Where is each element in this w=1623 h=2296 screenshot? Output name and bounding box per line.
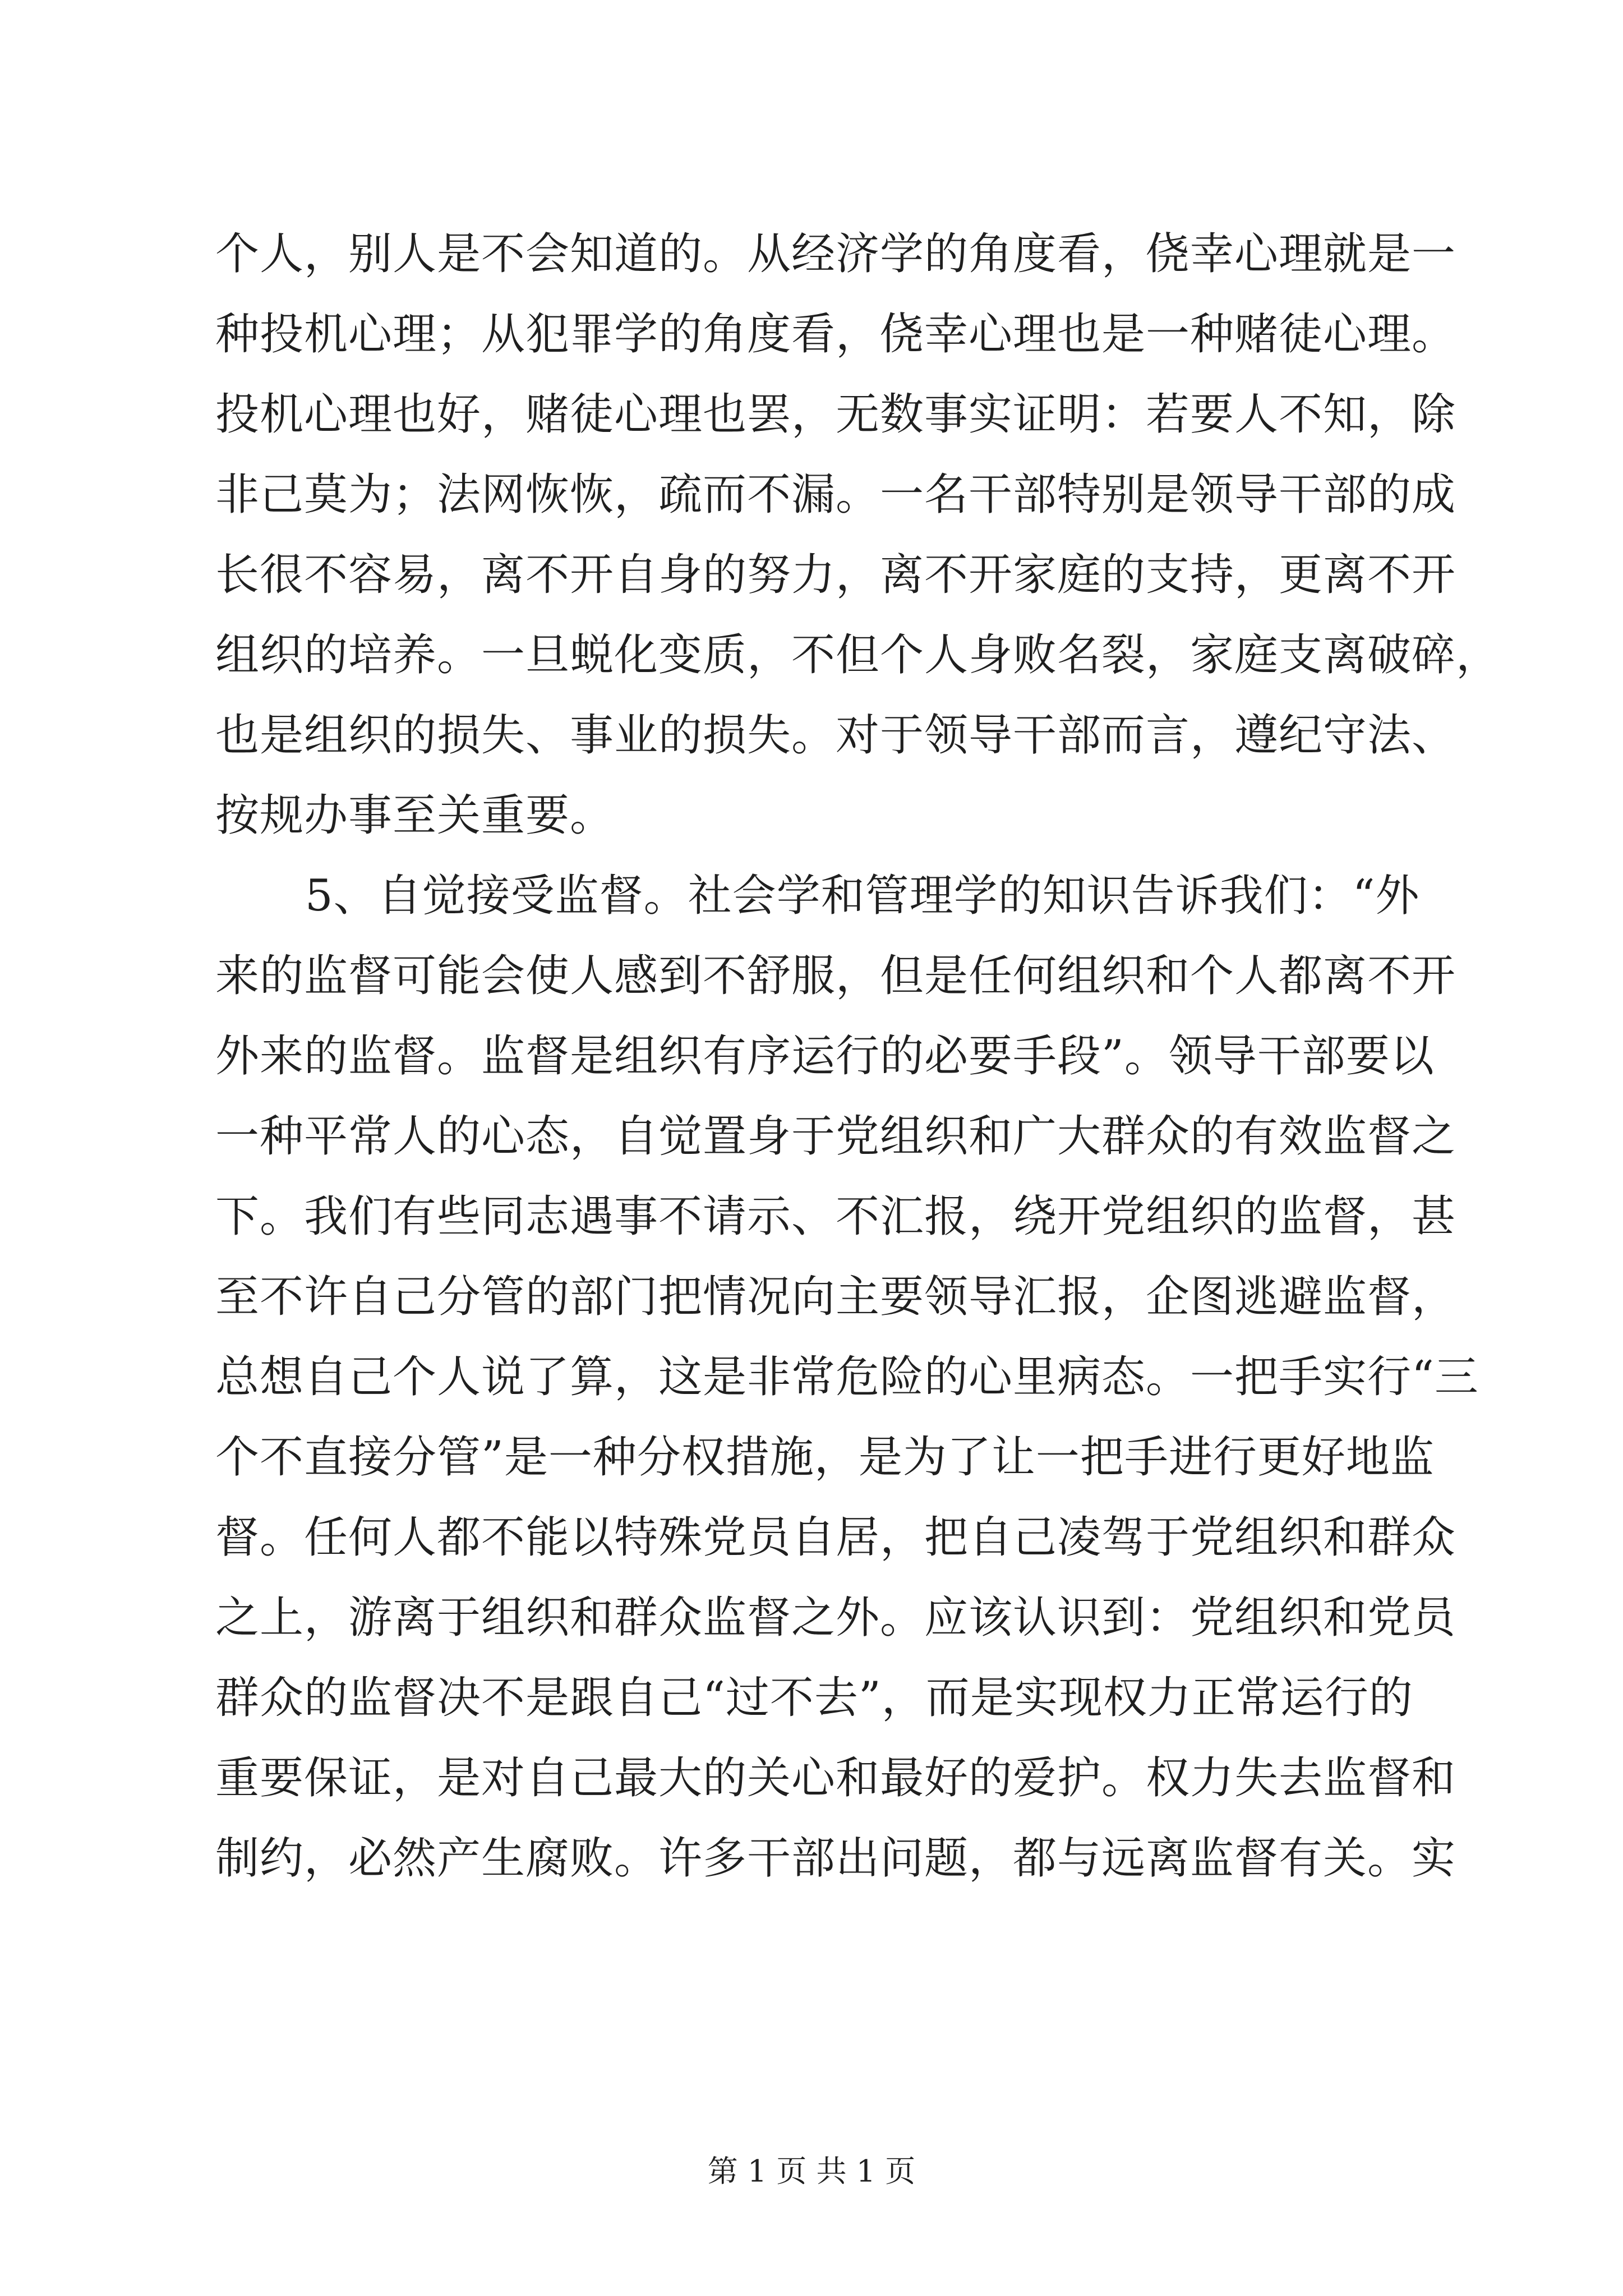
text-line: 外来的监督。监督是组织有序运行的必要手段”。领导干部要以 bbox=[215, 1031, 1435, 1082]
text-line: 个不直接分管”是一种分权措施，是为了让一把手进行更好地监 bbox=[215, 1432, 1435, 1483]
paragraph-start-line: 5、自觉接受监督。社会学和管理学的知识告诉我们：“外 bbox=[305, 871, 1420, 921]
text-line: 非己莫为；法网恢恢，疏而不漏。一名干部特别是领导干部的成 bbox=[215, 470, 1456, 520]
text-line: 制约，必然产生腐败。许多干部出问题，都与远离监督有关。实 bbox=[215, 1833, 1456, 1884]
text-line: 群众的监督决不是跟自己“过不去”，而是实现权力正常运行的 bbox=[215, 1673, 1413, 1723]
text-line: 总想自己个人说了算，这是非常危险的心里病态。一把手实行“三 bbox=[215, 1352, 1479, 1402]
text-line: 长很不容易，离不开自身的努力，离不开家庭的支持，更离不开 bbox=[215, 550, 1456, 600]
text-line: 组织的培养。一旦蜕化变质，不但个人身败名裂，家庭支离破碎， bbox=[215, 630, 1501, 680]
page-footer: 第 1 页 共 1 页 bbox=[707, 2154, 916, 2189]
text-line: 来的监督可能会使人感到不舒服，但是任何组织和个人都离不开 bbox=[215, 951, 1456, 1001]
text-line: 个人，别人是不会知道的。从经济学的角度看，侥幸心理就是一 bbox=[215, 229, 1456, 279]
body-text bbox=[215, 214, 1501, 1899]
text-line: 按规办事至关重要。 bbox=[215, 790, 615, 841]
text-line: 下。我们有些同志遇事不请示、不汇报，绕开党组织的监督，甚 bbox=[215, 1191, 1456, 1242]
text-line: 至不许自己分管的部门把情况向主要领导汇报，企图逃避监督， bbox=[215, 1272, 1456, 1322]
text-line: 一种平常人的心态，自觉置身于党组织和广大群众的有效监督之 bbox=[215, 1111, 1456, 1162]
text-line: 重要保证，是对自己最大的关心和最好的爱护。权力失去监督和 bbox=[215, 1753, 1456, 1803]
text-line: 也是组织的损失、事业的损失。对于领导干部而言，遵纪守法、 bbox=[215, 710, 1456, 761]
text-line: 投机心理也好，赌徒心理也罢，无数事实证明：若要人不知，除 bbox=[215, 389, 1456, 440]
text-line: 种投机心理；从犯罪学的角度看，侥幸心理也是一种赌徒心理。 bbox=[215, 309, 1456, 360]
text-line: 之上，游离于组织和群众监督之外。应该认识到：党组织和党员 bbox=[215, 1593, 1456, 1643]
text-line: 督。任何人都不能以特殊党员自居，把自己凌驾于党组织和群众 bbox=[215, 1512, 1456, 1563]
